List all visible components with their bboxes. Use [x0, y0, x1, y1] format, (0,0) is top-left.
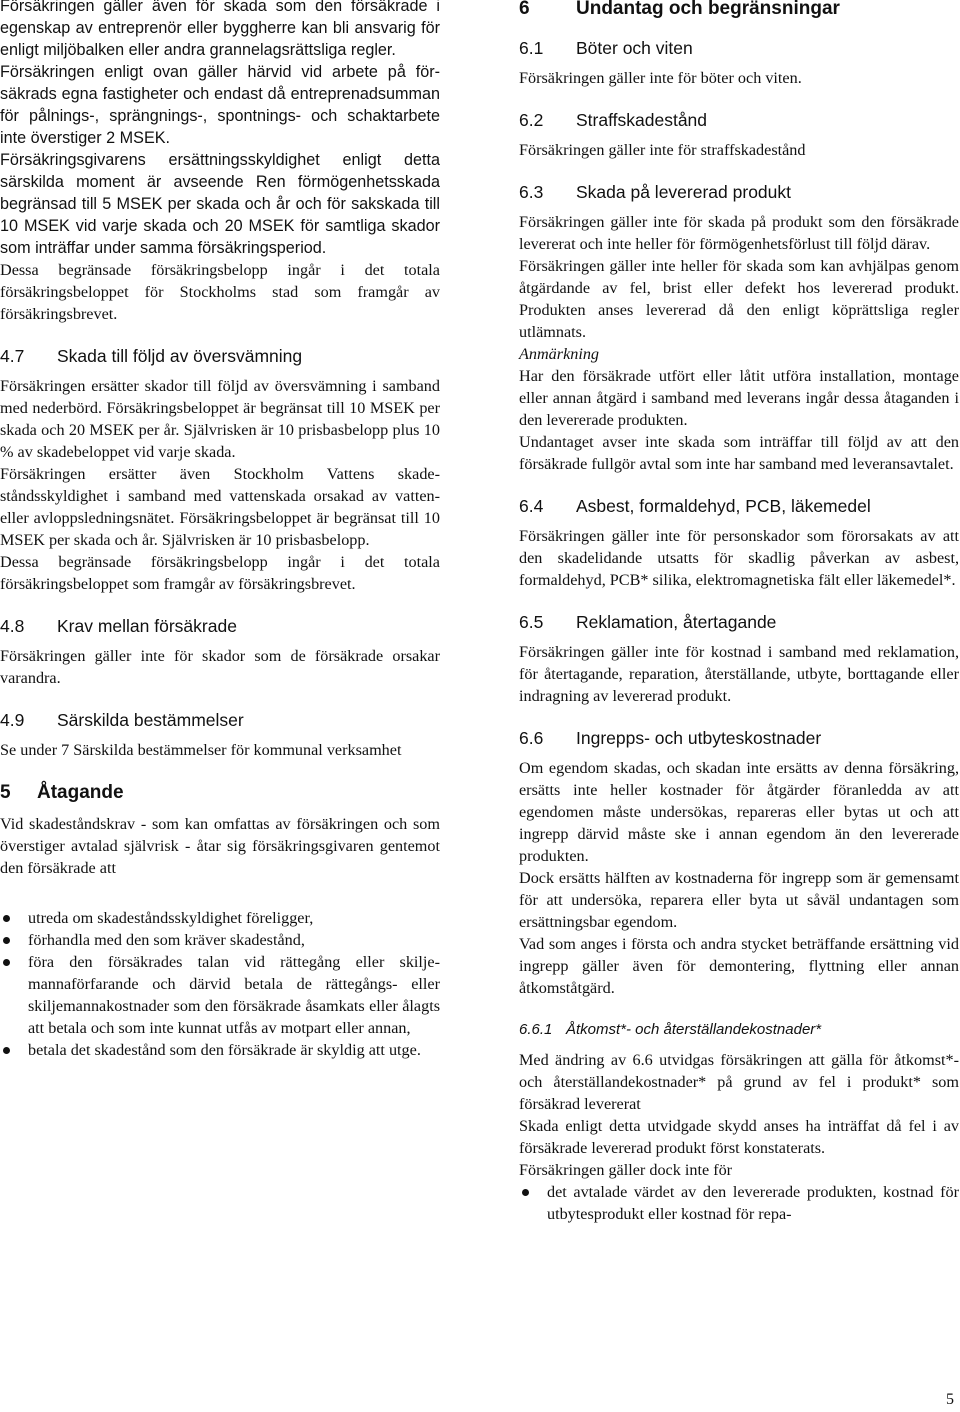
section-number: 6.3 — [519, 182, 544, 202]
section-heading-6-1 — [519, 37, 959, 59]
list-item: det avtalade värdet av den levererade produkten, kostnad för utbytesprodukt eller kostnad för repa- — [519, 1181, 959, 1225]
section-title: Reklamation, återtagande — [576, 612, 777, 632]
bullet-list — [519, 1181, 959, 1225]
section-heading-6-2 — [519, 109, 959, 131]
section-number: 6 — [519, 0, 530, 19]
section-number: 6.6 — [519, 728, 544, 748]
section-heading-4-8 — [0, 615, 440, 637]
list-item: betala det skadestånd som den försäkrade är skyldig att utge. — [0, 1039, 440, 1061]
section-heading-6-3 — [519, 181, 959, 203]
bullet-icon — [3, 915, 10, 922]
bullet-icon — [3, 937, 10, 944]
paragraph: Dessa begränsade försäkringsbelopp ingår i det totala försäkringsbeloppet för Stockholms stad som framgår av försäkringsbrevet. — [0, 261, 440, 323]
section-heading-6-4 — [519, 495, 959, 517]
section-heading-6 — [519, 0, 959, 21]
section-title: Straffskadestånd — [576, 110, 708, 130]
paragraph: Se under 7 Särskilda bestämmelser för kommunal verksamhet — [0, 741, 402, 759]
note-label: Anmärkning — [519, 345, 600, 363]
paragraph: Försäkringen gäller inte för personskador som förorsakats av att den skadelidande utsatts för skadlig påverkan av asbest, formaldehyd, PCB* silika, elektromagnetiska fält eller läkemedel*. — [519, 527, 959, 589]
paragraph: Försäkringen gäller inte för skada på produkt som den försäkrade levererat och inte heller för förmögenhetsförlust till följd därav. — [519, 213, 959, 253]
paragraph: Vid skadeståndskrav - som kan omfattas av försäkringen och som överstiger avtalad självrisk - åtar sig försäkringsgivaren gentemot den försäkrade att — [0, 815, 440, 877]
section-number: 6.5 — [519, 612, 544, 632]
list-item: föra den försäkrades talan vid rättegång eller skiljemannaförfarande och därvid betala de rättegångs- eller skiljemannakostnader som den försäkrade åsamkats eller ålagts att betala och som inte kunnat utfås av motpart eller annan, — [0, 951, 440, 1039]
paragraph: Vad som anges i första och andra stycket beträffande ersättning vid ingrepp gäller även för demontering, flyttning eller annan åtkomståtgärd. — [519, 935, 959, 997]
left-column — [0, 0, 440, 1061]
paragraph: Försäkringen gäller inte heller för skada som kan avhjälpas genom åtgärdande av fel, brist eller defekt hos levererad produkt. Produkten anses levererad då den enligt köprättsliga regler utlämnats. — [519, 257, 959, 341]
section-number: 6.6.1 — [519, 1021, 553, 1038]
paragraph: Med ändring av 6.6 utvidgas försäkringen att gälla för åtkomst*- och återställandekostnader* på grund av fel i produkt* som försäkrad levererat — [519, 1051, 959, 1113]
section-number: 6.1 — [519, 38, 544, 58]
paragraph: Försäkringen gäller inte för böter och viten. — [519, 69, 802, 87]
section-heading-4-9 — [0, 709, 440, 731]
bullet-icon — [522, 1189, 529, 1196]
section-title: Skada på levererad produkt — [576, 182, 791, 202]
section-number: 4.7 — [0, 346, 25, 366]
paragraph: Försäkringen gäller inte för straffskadestånd — [519, 141, 806, 159]
list-item: utreda om skadeståndsskyldighet föreligger, — [0, 907, 440, 929]
page-number: 5 — [946, 1391, 954, 1408]
section-heading-4-7 — [0, 345, 440, 367]
section-title: Krav mellan försäkrade — [57, 616, 237, 636]
list-item: förhandla med den som kräver skadestånd, — [0, 929, 440, 951]
right-column — [519, 0, 959, 1225]
section-number: 4.9 — [0, 710, 25, 730]
section-heading-6-5 — [519, 611, 959, 633]
paragraph: Försäkringen ersätter även Stockholm Vattens skadeståndsskyldighet i samband med vattenskada orsakad av vatten- eller avloppsledningsnätet. Försäkringsbeloppet är begränsat till 10 MSEK per skada och år. Självrisken är 10 prisbasbelopp. — [0, 465, 440, 549]
paragraph: Skada enligt detta utvidgade skydd anses ha inträffat då fel i av försäkrade levererad produkt först konstaterats. — [519, 1117, 959, 1157]
paragraph: Försäkringen gäller dock inte för — [519, 1161, 733, 1179]
section-title: Undantag och begränsningar — [576, 0, 840, 19]
section-title: Ingrepps- och utbyteskostnader — [576, 728, 822, 748]
section-title: Åtkomst*- och återställandekostnader* — [566, 1021, 822, 1038]
section-heading-6-6-1 — [519, 1019, 959, 1041]
section-heading-5 — [0, 781, 440, 805]
paragraph: Försäkringen gäller inte för skador som de försäkrade orsakar varandra. — [0, 647, 440, 687]
section-number: 4.8 — [0, 616, 25, 636]
section-title: Asbest, formaldehyd, PCB, läkemedel — [576, 496, 871, 516]
paragraph: Har den försäkrade utfört eller låtit utföra installation, montage eller annan åtgärd i samband med leverans ingår dessa åtaganden i den levererade produkten. — [519, 367, 959, 429]
paragraph: Undantaget avser inte skada som inträffar till följd av att den försäkrade fullgör avtal som inte har samband med leveransavtalet. — [519, 433, 959, 473]
section-heading-6-6 — [519, 727, 959, 749]
bullet-icon — [3, 1047, 10, 1054]
paragraph: Försäkringen gäller inte för kostnad i samband med reklamation, för återtagande, reparation, återställande, utbyte, borttagande eller indragning av levererad produkt. — [519, 643, 959, 705]
paragraph: Försäkringen gäller även för skada som den försäkrade i egenskap av entreprenör eller byggherre kan bli ansvarig för enligt miljöbalken eller andra grannelagsrättsliga regler. — [0, 0, 440, 59]
section-number: 5 — [0, 782, 11, 803]
paragraph: Försäkringsgivarens ersättningsskyldighet enligt detta särskilda moment är avseende Ren förmögenhetsskada begränsad till 5 MSEK per skada och år och för sakskada till 10 MSEK vid varje skada och 20 MSEK för samtliga skador som inträffar under samma försäkringsperiod. — [0, 151, 440, 257]
paragraph: Dock ersätts hälften av kostnaderna för ingrepp som är gemensamt för att undersöka, reparera eller byta ut såväl undantagen som ersättningsbar egendom. — [519, 869, 959, 931]
section-number: 6.2 — [519, 110, 544, 130]
bullet-list — [0, 907, 440, 1061]
bullet-icon — [3, 959, 10, 966]
paragraph: Dessa begränsade försäkringsbelopp ingår i det totala försäkringsbeloppet som framgår av försäkringsbrevet. — [0, 553, 440, 593]
paragraph: Försäkringen enligt ovan gäller härvid vid arbete på försäkrads egna fastigheter och endast då entreprenadsumman för pålnings-, sprängnings-, spontnings- och schaktarbete inte överstiger 2 MSEK. — [0, 63, 440, 147]
section-number: 6.4 — [519, 496, 544, 516]
section-title: Böter och viten — [576, 38, 693, 58]
paragraph: Försäkringen ersätter skador till följd av översvämning i samband med nederbörd. Försäkringsbeloppet är begränsat till 10 MSEK per skada och 20 MSEK per år. Självrisken är 10 prisbasbelopp plus 10 % av skadebeloppet vid varje skada. — [0, 377, 440, 461]
paragraph: Om egendom skadas, och skadan inte ersätts av denna försäkring, ersätts inte heller kostnader för åtgärder föranledda av att egendomen måste undersökas, repareras eller bytas ut och att ingrepp därvid måste ske i annan egendom än den levererade produkten. — [519, 759, 959, 865]
section-title: Särskilda bestämmelser — [57, 710, 244, 730]
section-title: Skada till följd av översvämning — [57, 346, 303, 366]
section-title: Åtagande — [37, 782, 124, 803]
